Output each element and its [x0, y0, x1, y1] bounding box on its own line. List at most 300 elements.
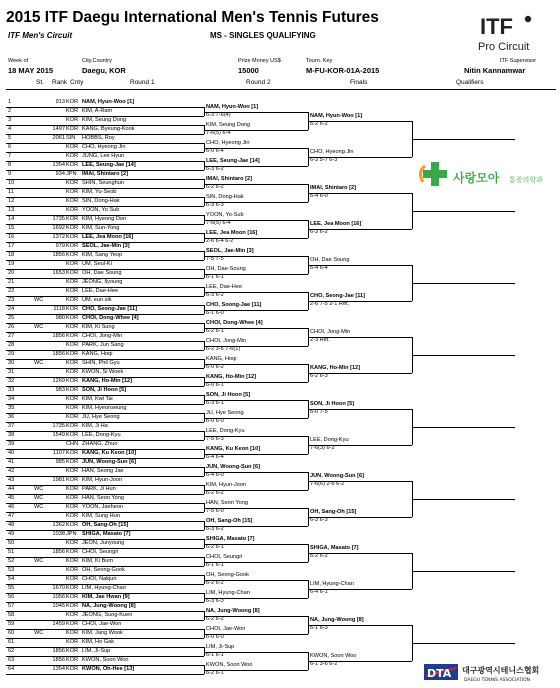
entry-status: WC — [34, 504, 44, 511]
player-name: KIM, Kwi Tai — [82, 396, 113, 403]
draw-position: 9 — [8, 171, 12, 178]
draw-position: 34 — [8, 396, 15, 403]
entry-status: WC — [34, 558, 44, 565]
player-country: KOR — [66, 117, 79, 124]
supervisor-label: ITF Supervisor — [500, 58, 537, 64]
draw-position: 3 — [8, 117, 12, 124]
player-name: OH, Dae Soung — [82, 270, 122, 277]
finals-score: 6-1 3-6 6-2 — [310, 661, 338, 668]
draw-position: 46 — [8, 504, 15, 511]
player-name: CHOI, Seungri — [82, 549, 119, 556]
player-country: KOR — [66, 144, 79, 151]
round2-winner: LEE, Dae-Hee — [206, 284, 243, 291]
prize-label: Prize Money US$ — [238, 58, 281, 64]
player-name: YOON, Jaeheon — [82, 504, 124, 511]
player-country: KOR — [66, 342, 79, 349]
round2-winner: SHIGA, Masato [7] — [206, 536, 255, 543]
player-rank: 1692 — [52, 225, 65, 232]
round2-score: 6-2 6-2 — [206, 580, 224, 587]
player-name: SON, Ji Hoon [5] — [82, 387, 127, 394]
player-country: KOR — [66, 99, 79, 106]
player-rank: 913 — [55, 99, 65, 106]
draw-position: 20 — [8, 270, 15, 277]
player-name: PARK, Ji Hun — [82, 486, 116, 493]
player-country: KOR — [66, 540, 79, 547]
player-country: KOR — [66, 126, 79, 133]
dta-name-en: DAEGU TENNIS ASSOCIATION — [464, 678, 530, 683]
player-country: KOR — [66, 657, 79, 664]
player-country: KOR — [66, 495, 79, 502]
draw-position: 21 — [8, 279, 15, 286]
player-country: KOR — [66, 198, 79, 205]
player-country: KOR — [66, 189, 79, 196]
draw-position: 47 — [8, 513, 15, 520]
finals-score: 2-3 Ret. — [310, 337, 330, 344]
round2-winner: KANG, Ku Keon [10] — [206, 446, 261, 453]
round2-winner: KANG, Ho-Min [12] — [206, 374, 257, 381]
round2-winner: KIM, Seung Dong — [206, 122, 251, 129]
round2-winner: SIN, Dong-Hak — [206, 194, 244, 201]
player-country: KOR — [66, 486, 79, 493]
player-name: KANG, Ho-Min [12] — [82, 378, 133, 385]
draw-position: 49 — [8, 531, 15, 538]
round2-winner: JUN, Woong-Sun [6] — [206, 464, 260, 471]
qualifier-line — [412, 211, 515, 212]
round2-score: 6-3 6-1 — [206, 400, 224, 407]
col-finals: Finals — [350, 79, 368, 86]
player-rank: 1856 — [52, 549, 65, 556]
player-country: KOR — [66, 216, 79, 223]
round2-score: 6-0 6-2 — [206, 364, 224, 371]
draw-position: 33 — [8, 387, 15, 394]
draw-position: 53 — [8, 567, 15, 574]
player-country: KOR — [66, 279, 79, 286]
round2-score: 6-2 6-1 — [206, 670, 224, 677]
player-country: KOR — [66, 666, 79, 673]
player-name: KIM, Seung Dong — [82, 117, 127, 124]
draw-position: 35 — [8, 405, 15, 412]
draw-position: 41 — [8, 459, 15, 466]
player-rank: 1354 — [52, 162, 65, 169]
round2-score: 6-1 6-1 — [206, 274, 224, 281]
player-name: CHOI, Dong-Whee [4] — [82, 315, 139, 322]
player-country: KOR — [66, 378, 79, 385]
round2-winner: CHO, Hyeong Jin — [206, 140, 250, 147]
draw-position: 12 — [8, 198, 15, 205]
tournament-title: 2015 ITF Daegu International Men's Tennis Futures — [6, 9, 379, 26]
player-country: KOR — [66, 477, 79, 484]
player-rank: 1269 — [52, 378, 65, 385]
draw-position: 16 — [8, 234, 15, 241]
player-name: JEONG, Ilyoung — [82, 279, 123, 286]
draw-position: 18 — [8, 252, 15, 259]
player-country: KOR — [66, 153, 79, 160]
player-name: LEE, Dae-Hee — [82, 288, 119, 295]
player-country: KOR — [66, 423, 79, 430]
col-cnty: Cnty — [70, 79, 84, 86]
player-name: SHIN, Seunghun — [82, 180, 124, 187]
round2-score: 6-1 6-1 — [206, 652, 224, 659]
round2-score: 6-4 6-4 — [206, 454, 224, 461]
qualifier-line — [412, 283, 515, 284]
player-rank: 1107 — [52, 450, 65, 457]
player-country: KOR — [66, 108, 79, 115]
player-country: KOR — [66, 351, 79, 358]
player-name: KWON, Oh-Hee [13] — [82, 666, 135, 673]
draw-position: 14 — [8, 216, 15, 223]
round2-winner: YOON, Yo-Sub — [206, 212, 244, 219]
player-name: KIM, Hyeong Don — [82, 216, 127, 223]
round2-winner: CHOI, Seungri — [206, 554, 243, 561]
draw-position: 17 — [8, 243, 15, 250]
round2-winner: LEE, Seung-Jae [14] — [206, 158, 260, 165]
finals-score: 6-4 6-1 — [310, 589, 328, 596]
player-country: KOR — [66, 360, 79, 367]
player-name: PARK, Jun Sang — [82, 342, 124, 349]
entry-status: WC — [34, 324, 44, 331]
round2-winner: LIM, Ji-Sup — [206, 644, 235, 651]
player-country: KOR — [66, 315, 79, 322]
draw-position: 10 — [8, 180, 15, 187]
player-country: KOR — [66, 297, 79, 304]
player-name: JEON, Junyoung — [82, 540, 125, 547]
round2-score: 7-5 7-5 — [206, 256, 224, 263]
player-name: KWON, Soon Woo — [82, 657, 129, 664]
player-country: KOR — [66, 432, 79, 439]
round2-winner: CHO, Soong-Jae [11] — [206, 302, 262, 309]
player-rank: 1670 — [52, 585, 65, 592]
qualifier-line — [412, 499, 515, 500]
player-rank: 1856 — [52, 657, 65, 664]
finals-score: 6-1 6-3 — [310, 625, 328, 632]
round2-score: 6-2 6-2 — [206, 490, 224, 497]
round2-score: 6-1 6-0 — [206, 310, 224, 317]
player-country: KOR — [66, 630, 79, 637]
player-rank: 1735 — [52, 423, 65, 430]
finals-winner: JUN, Woong-Sun [6] — [310, 473, 364, 480]
finals-score: 6-4 6-0 — [310, 193, 328, 200]
player-rank: 1981 — [52, 477, 65, 484]
player-rank: 1354 — [52, 666, 65, 673]
player-country: KOR — [66, 585, 79, 592]
player-country: KOR — [66, 252, 79, 259]
round2-score: 7-5 6-0 — [206, 508, 224, 515]
week-value: 18 MAY 2015 — [8, 66, 54, 75]
draw-position: 39 — [8, 441, 15, 448]
player-rank: 1045 — [52, 603, 65, 610]
finals-score: 7-6(6) 2-6 6-2 — [310, 481, 345, 488]
sponsor-ad-text: 사랑모아 — [453, 171, 500, 185]
player-name: UM, Seul-Ki — [82, 261, 112, 268]
finals-winner: SON, Ji Hoon [5] — [310, 401, 355, 408]
draw-position: 56 — [8, 594, 15, 601]
player-name: JU, Hye Seong — [82, 414, 120, 421]
player-rank: 1372 — [52, 234, 65, 241]
dta-name-kr: 대구광역시테니스협회 — [462, 666, 540, 675]
player-name: NAM, Hyun-Woo [1] — [82, 99, 135, 106]
player-rank: 1459 — [52, 621, 65, 628]
draw-position: 54 — [8, 576, 15, 583]
round2-winner: HAN, Seon Yong — [206, 500, 248, 507]
player-name: KIM, Ji Ha — [82, 423, 108, 430]
draw-position: 64 — [8, 666, 15, 673]
player-country: KOR — [66, 234, 79, 241]
round2-score: 6-4 6-0 — [206, 472, 224, 479]
itf-logo — [476, 10, 546, 56]
city-label: City,Country — [82, 58, 112, 64]
finals-winner: CHO, Seong-Jae [11] — [310, 293, 366, 300]
col-round1: Round 1 — [130, 79, 155, 86]
player-name: SEOL, Jae-Min [3] — [82, 243, 130, 250]
player-country: KOR — [66, 306, 79, 313]
player-rank: 1056 — [52, 594, 65, 601]
round2-winner: SON, Ji Hoon [5] — [206, 392, 251, 399]
player-country: KOR — [66, 513, 79, 520]
city-value: Daegu, KOR — [82, 66, 126, 75]
round2-score: 7-5 6-3 — [206, 436, 224, 443]
itf-logo-text: ITF — [480, 14, 513, 39]
player-name: UM, eun sik — [82, 297, 112, 304]
supervisor-value: Nitin Kannamwar — [464, 66, 526, 75]
event-label: MS - SINGLES QUALIFYING — [210, 31, 316, 40]
player-country: KOR — [66, 180, 79, 187]
draw-position: 63 — [8, 657, 15, 664]
player-country: KOR — [66, 333, 79, 340]
round2-winner: JU, Hye Seong — [206, 410, 244, 417]
finals-winner: IMAI, Shintaro [2] — [310, 185, 356, 192]
player-name: LEE, Jea Moon [16] — [82, 234, 134, 241]
draw-position: 22 — [8, 288, 15, 295]
round2-score: 6-3 6-3 — [206, 202, 224, 209]
player-country: KOR — [66, 207, 79, 214]
draw-position: 8 — [8, 162, 12, 169]
player-name: OH, Sang-Oh [15] — [82, 522, 129, 529]
finals-score: 7-6(3) 6-2 — [310, 445, 335, 452]
draw-position: 23 — [8, 297, 15, 304]
draw-position: 36 — [8, 414, 15, 421]
player-rank: 1856 — [52, 333, 65, 340]
round2-winner: OH, Dae-Soung — [206, 266, 246, 273]
finals-score: 6-0 7-5 — [310, 409, 328, 416]
entry-status: WC — [34, 486, 44, 493]
player-name: KIM, Sang Yeop — [82, 252, 123, 259]
round2-score: 6-0 6-1 — [206, 382, 224, 389]
player-country: KOR — [66, 558, 79, 565]
player-country: CHN — [66, 441, 79, 448]
player-rank: 1856 — [52, 252, 65, 259]
draw-position: 25 — [8, 315, 15, 322]
round2-score: 6-3 6-2 — [206, 526, 224, 533]
qualifier-line — [412, 643, 515, 644]
player-country: KOR — [66, 648, 79, 655]
round2-score: 7-6(5) 6-4 — [206, 130, 231, 137]
finals-score: 6-3 5-7 6-3 — [310, 157, 338, 164]
player-name: IMAI, Shintaro [2] — [82, 171, 128, 178]
round2-winner: LEE, Jea Moon [16] — [206, 230, 258, 237]
finals-winner: CHO, Hyeong Jin — [310, 149, 354, 156]
player-country: KOR — [66, 549, 79, 556]
col-qualifiers: Qualifiers — [456, 79, 484, 86]
player-name: SIN, Dong-Hak — [82, 198, 120, 205]
round2-winner: IMAI, Shintaro [2] — [206, 176, 252, 183]
entry-status: WC — [34, 630, 44, 637]
player-name: KIM, Yu-Seob — [82, 189, 117, 196]
finals-winner: OH, Sang-Oh [15] — [310, 509, 357, 516]
draw-position: 60 — [8, 630, 15, 637]
player-rank: 983 — [55, 387, 65, 394]
draw-position: 58 — [8, 612, 15, 619]
round2-score: 6-0 6-0 — [206, 634, 224, 641]
player-rank: 980 — [55, 315, 65, 322]
round2-score: 6-2 6-2 — [206, 184, 224, 191]
player-country: JPN — [66, 531, 77, 538]
player-name: NA, Jung-Woong [8] — [82, 603, 136, 610]
finals-winner: SHIGA, Masato [7] — [310, 545, 359, 552]
finals-winner: LEE, Jea Moon [16] — [310, 221, 362, 228]
player-name: JUNG, Lee Hyun — [82, 153, 125, 160]
round2-score: 6-2 3-6 7-6(1) — [206, 346, 241, 353]
round2-score: 6-3 6-2 — [206, 166, 224, 173]
player-name: JUN, Woong-Sun [6] — [82, 459, 136, 466]
finals-score: 6-4 6-4 — [310, 265, 328, 272]
draw-position: 48 — [8, 522, 15, 529]
player-name: KIM, Sung Hun — [82, 513, 120, 520]
draw-position: 32 — [8, 378, 15, 385]
tourn-key-label: Tourn. Key — [306, 58, 333, 64]
player-country: KOR — [66, 288, 79, 295]
qualifier-line — [412, 571, 515, 572]
draw-position: 43 — [8, 477, 15, 484]
col-st: St. — [36, 79, 44, 86]
player-name: HAN, Seong Jae — [82, 468, 124, 475]
circuit-label: ITF Men's Circuit — [8, 31, 73, 40]
player-rank: 1735 — [52, 216, 65, 223]
draw-position: 6 — [8, 144, 12, 151]
player-name: KIM, Ki Sung — [82, 324, 115, 331]
finals-score: 6-2 6-3 — [310, 373, 328, 380]
draw-position: 61 — [8, 639, 15, 646]
player-country: KOR — [66, 603, 79, 610]
player-country: KOR — [66, 594, 79, 601]
player-country: KOR — [66, 270, 79, 277]
draw-position: 52 — [8, 558, 15, 565]
player-country: KOR — [66, 243, 79, 250]
player-rank: 1549 — [52, 432, 65, 439]
player-name: KIM, Jae Hwan [9] — [82, 594, 130, 601]
player-rank: 1118 — [53, 306, 65, 313]
finals-score: 6-2 6-2 — [310, 121, 328, 128]
draw-position: 55 — [8, 585, 15, 592]
player-name: LIM, Ji-Sup — [82, 648, 111, 655]
draw-position: 27 — [8, 333, 15, 340]
player-country: SIN — [66, 135, 76, 142]
draw-position: 11 — [8, 189, 14, 196]
finals-winner: CHOI, Jong-Min — [310, 329, 351, 336]
draw-position: 15 — [8, 225, 15, 232]
player-name: CHO, Seong-Jae [11] — [82, 306, 138, 313]
player-name: CHOI, Nakjun — [82, 576, 117, 583]
round2-score: 6-3 6-3 — [206, 598, 224, 605]
draw-position: 2 — [8, 108, 12, 115]
round2-winner: CHOI, Jae-Won — [206, 626, 246, 633]
finals-score: 6-3 6-3 — [310, 517, 328, 524]
round2-winner: KWON, Soon Woo — [206, 662, 253, 669]
player-country: KOR — [66, 639, 79, 646]
prize-value: 15000 — [238, 66, 259, 75]
draw-position: 7 — [8, 153, 12, 160]
player-country: KOR — [66, 567, 79, 574]
round2-winner: KIM, Hyun-Joon — [206, 482, 247, 489]
round2-winner: CHOI, Jong-Min — [206, 338, 247, 345]
player-name: HAN, Seon Yong — [82, 495, 124, 502]
player-name: CHO, Hyeong Jin — [82, 144, 126, 151]
player-country: KOR — [66, 396, 79, 403]
player-country: KOR — [66, 369, 79, 376]
draw-position: 51 — [8, 549, 15, 556]
finals-winner: NAM, Hyun-Woo [1] — [310, 113, 363, 120]
round2-winner: SEOL, Jae-Min [3] — [206, 248, 254, 255]
round2-winner: OH, Sang-Oh [15] — [206, 518, 253, 525]
draw-position: 40 — [8, 450, 15, 457]
dta-logo-text: DTA — [427, 667, 452, 680]
player-name: ZHANG, Zhuo — [82, 441, 118, 448]
player-name: LEE, Dong-Kyu — [82, 432, 121, 439]
draw-position: 44 — [8, 486, 15, 493]
player-country: KOR — [66, 450, 79, 457]
player-country: JPN — [66, 171, 77, 178]
draw-position: 13 — [8, 207, 15, 214]
entry-status: WC — [34, 495, 44, 502]
round1-line — [6, 674, 204, 675]
player-name: SHIN, Phil Gyu — [82, 360, 120, 367]
qualifier-line — [412, 355, 515, 356]
entry-status: WC — [34, 297, 44, 304]
player-name: KANG, Ku Keon [10] — [82, 450, 137, 457]
round2-score: 6-2 6-2 — [206, 616, 224, 623]
round2-winner: NAM, Hyun-Woo [1] — [206, 104, 259, 111]
sponsor-ad-sub: 통증의학과 — [509, 176, 543, 184]
player-country: KOR — [66, 387, 79, 394]
player-name: KANG, Byeung-Kook — [82, 126, 135, 133]
draw-position: 38 — [8, 432, 15, 439]
player-country: KOR — [66, 576, 79, 583]
player-name: KIM, Ki Bum — [82, 558, 114, 565]
col-round2: Round 2 — [246, 79, 271, 86]
draw-position: 50 — [8, 540, 15, 547]
player-country: KOR — [66, 459, 79, 466]
draw-position: 24 — [8, 306, 15, 313]
player-name: LIM, Hyung-Chan — [82, 585, 126, 592]
draw-position: 45 — [8, 495, 15, 502]
player-name: CHOI, Jong-Min — [82, 333, 123, 340]
finals-winner: KWON, Soon Woo — [310, 653, 357, 660]
player-country: KOR — [66, 162, 79, 169]
player-country: KOR — [66, 504, 79, 511]
player-name: KIM, Ho Gak — [82, 639, 115, 646]
player-name: KIM, Jang Wook — [82, 630, 123, 637]
player-name: KIM, Hyun-Joon — [82, 477, 123, 484]
qualifier-line — [412, 139, 515, 140]
player-name: JEONG, Sung-Kuen — [82, 612, 133, 619]
draw-position: 29 — [8, 351, 15, 358]
round2-score: 6-3 6-2 — [206, 292, 224, 299]
player-name: KIM, Hyeonseung — [82, 405, 127, 412]
player-rank: 1038 — [52, 531, 65, 538]
dta-logo — [424, 662, 559, 684]
player-country: KOR — [66, 621, 79, 628]
header-rule — [6, 89, 556, 90]
player-rank: 1856 — [52, 351, 65, 358]
